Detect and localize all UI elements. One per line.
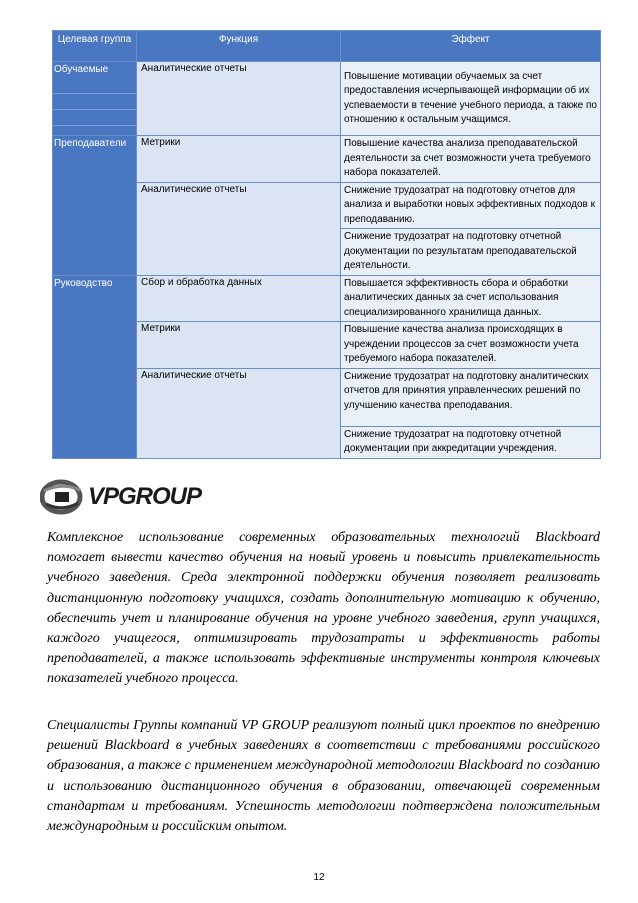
group-label: Руководство xyxy=(54,277,113,289)
group-cell-students xyxy=(53,62,137,136)
function-cell: Аналитические отчеты xyxy=(137,182,341,275)
paragraph-blackboard-benefits: Комплексное использование современных образовательных технологий Blackboard помогает вывести качество обучения на новый уровень и повысить привлекательность учебного заведения. Среда электронной поддержки обучения позволяет реализовать дистанционную подготовку учащихся, создать дополнительную мотивацию к обучению, обеспечить учет и планирование обучения на уровне учебного заведения, групп учащихся, каждого учащегося, оптимизировать трудозатраты и эффективность работы преподавателей, а также использовать эффективные инструменты контроля ключевых показателей учебного процесса. xyxy=(47,530,600,687)
function-cell: Аналитические отчеты xyxy=(137,62,341,136)
table-row xyxy=(53,62,601,136)
group-cell-management xyxy=(53,275,137,458)
group-label: Обучаемые xyxy=(54,64,109,75)
effect-cell: Повышается эффективность сбора и обработки аналитических данных за счет использования специализированного хранилища данных. xyxy=(341,275,601,322)
effect-cell: Снижение трудозатрат на подготовку отчетной документации по результатам преподавательской деятельности. xyxy=(341,229,601,276)
table-row xyxy=(53,275,601,322)
effect-cell: Снижение трудозатрат на подготовку отчетов для анализа и выработки новых эффективных подходов к преподаванию. xyxy=(341,182,601,229)
table-row xyxy=(53,136,601,183)
effect-cell: Повышение мотивации обучаемых за счет предоставления исчерпывающей информации об их успеваемости в течение учебного периода, а также по отношению к остальным учащимся. xyxy=(341,62,601,136)
page-number: 12 xyxy=(313,872,325,883)
table-header-row xyxy=(53,31,601,62)
header-function: Функция xyxy=(137,31,341,62)
effect-cell: Снижение трудозатрат на подготовку аналитических отчетов для принятия управленческих решений по улучшению качества преподавания. xyxy=(341,368,601,426)
header-target-group: Целевая группа xyxy=(53,31,137,62)
effect-cell: Снижение трудозатрат на подготовку отчетной документации при аккредитации учреждения. xyxy=(341,426,601,458)
effects-table xyxy=(52,30,601,459)
paragraph-vp-group-specialists: Специалисты Группы компаний VP GROUP реализуют полный цикл проектов по внедрению решений Blackboard в учебных заведениях в соответствии с требованиями российского образования, а также с применением международной методологии Blackboard по созданию и использованию дистанционного обучения в образовании, отвечающей современным стандартам и требованиям. Успешность методологии подтверждена положительным международным и российским опытом. xyxy=(47,718,600,835)
group-cell-teachers xyxy=(53,136,137,276)
function-cell: Метрики xyxy=(137,322,341,369)
group-stripes xyxy=(53,78,136,126)
effect-cell: Повышение качества анализа происходящих в учреждении процессов за счет возможности учета требуемого набора показателей. xyxy=(341,322,601,369)
header-effect: Эффект xyxy=(341,31,601,62)
effect-cell: Повышение качества анализа преподавательской деятельности за счет возможности учета требуемого набора показателей. xyxy=(341,136,601,183)
vp-swirl-logo-icon xyxy=(40,478,84,516)
function-cell: Сбор и обработка данных xyxy=(137,275,341,322)
function-cell: Метрики xyxy=(137,136,341,183)
vp-group-logo xyxy=(40,478,200,516)
function-cell: Аналитические отчеты xyxy=(137,368,341,458)
group-label: Преподаватели xyxy=(54,138,127,149)
logo-wordmark: VPGROUP xyxy=(88,483,202,510)
